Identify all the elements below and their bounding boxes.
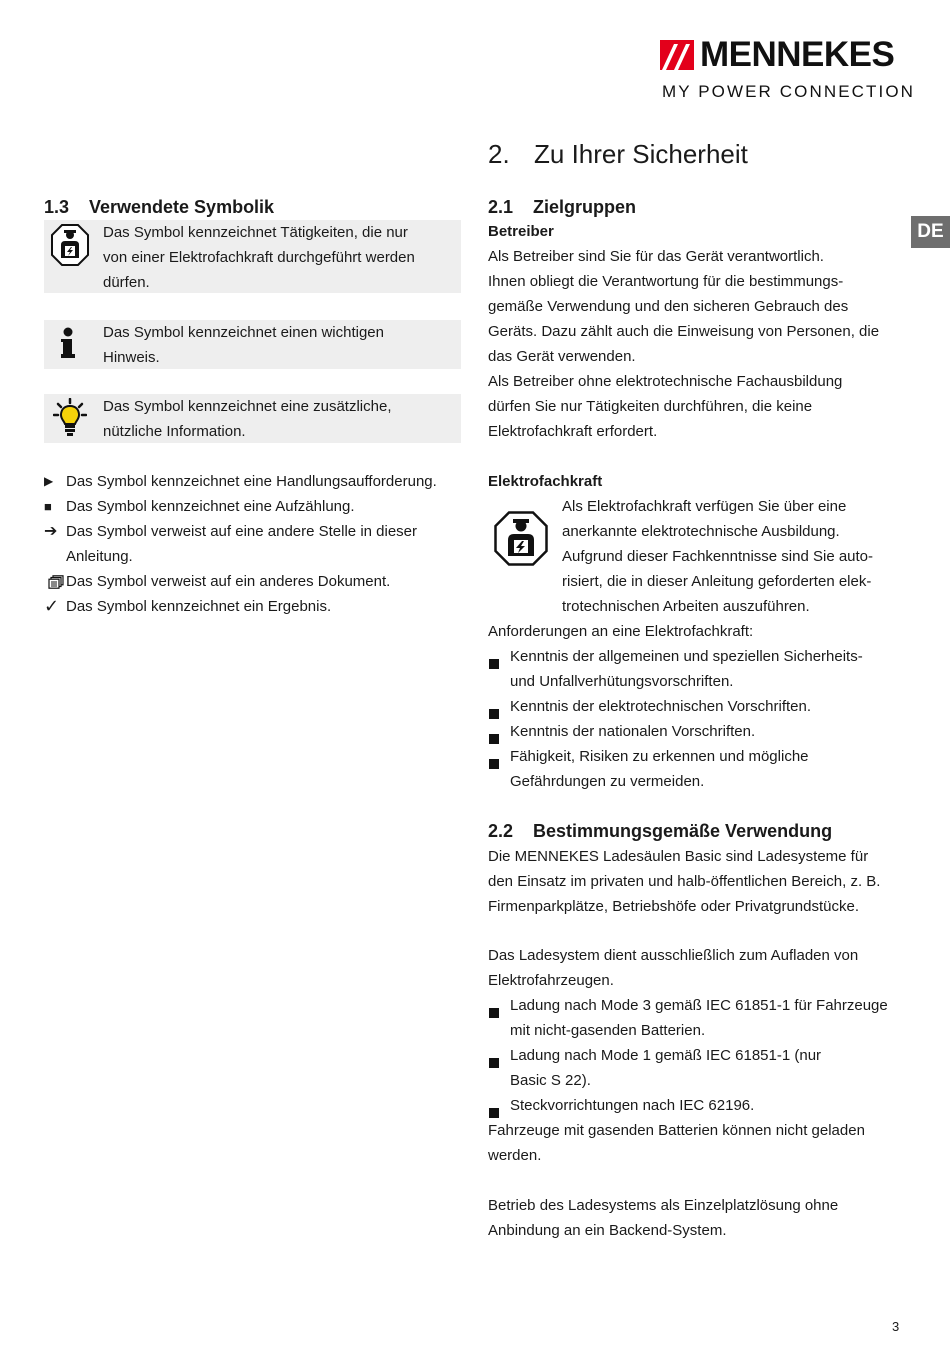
list-item-text: Das Symbol verweist auf eine andere Stelle in dieser [66,523,418,540]
text-line: Aufgrund dieser Fachkenntnisse sind Sie auto- [562,548,874,565]
symbol-box-text [103,394,392,444]
section-number: 2.1 [488,197,514,217]
brand-logo [660,35,916,102]
text-line: gemäße Verwendung und den sicheren Gebrauch des [488,298,849,315]
page-number: 3 [892,1319,900,1334]
symbol-box-text [103,320,384,370]
chapter-number: 2. [488,139,510,169]
text-line: dürfen. [103,274,150,291]
play-triangle-icon: ▶ [44,474,54,488]
symbol-box-tip [44,394,461,443]
text-line: nützliche Information. [103,423,246,440]
list-item-text: Ladung nach Mode 3 gemäß IEC 61851-1 für Fahrzeuge [510,997,888,1014]
text-line: Als Betreiber sind Sie für das Gerät verantwortlich. [488,248,824,265]
text-line: von einer Elektrofachkraft durchgeführt werden [103,249,415,266]
language-tab: DE [911,216,950,248]
section-heading-2-1 [488,195,636,219]
arrow-right-icon: ➔ [44,523,58,540]
square-bullet-icon [489,1008,499,1018]
electrician-icon [51,224,89,266]
text-line: Das Symbol kennzeichnet Tätigkeiten, die nur [103,224,408,241]
text-line: Das Symbol kennzeichnet eine zusätzliche, [103,398,392,415]
brand-name: MENNEKES [700,35,895,74]
list-item-text: Kenntnis der elektrotechnischen Vorschriften. [510,698,812,715]
square-bullet-icon [489,659,499,669]
list-item-text: Fähigkeit, Risiken zu erkennen und mögliche [510,748,809,765]
requirements-intro: Anforderungen an eine Elektrofachkraft: [488,623,754,640]
square-bullet-icon [489,734,499,744]
section-title: Bestimmungsgemäße Verwendung [533,821,833,841]
text-line: Als Elektrofachkraft verfügen Sie über eine [562,498,847,515]
paragraph-usage-3 [488,1118,865,1168]
paragraph-elektrofachkraft [562,494,873,619]
square-bullet-icon [489,759,499,769]
text-line: Elektrofachkraft erfordert. [488,423,658,440]
section-heading-2-2 [488,819,832,843]
list-item-text: Steckvorrichtungen nach IEC 62196. [510,1097,755,1114]
list-item-text: Das Symbol verweist auf ein anderes Dokument. [66,573,391,590]
paragraph-usage-1 [488,844,880,919]
paragraph-usage-4 [488,1193,838,1243]
text-line: Das Symbol kennzeichnet einen wichtigen [103,324,384,341]
square-bullet-icon [489,1108,499,1118]
text-line: dürfen Sie nur Tätigkeiten durchführen, die keine [488,398,813,415]
text-line: Als Betreiber ohne elektrotechnische Fachausbildung [488,373,843,390]
text-line: Anbindung an ein Backend-System. [488,1222,727,1239]
text-line: Fahrzeuge mit gasenden Batterien können nicht geladen [488,1122,865,1139]
text-line: Die MENNEKES Ladesäulen Basic sind Ladesysteme für [488,848,869,865]
checkmark-icon: ✓ [44,596,60,616]
list-item-text: Das Symbol kennzeichnet eine Handlungsaufforderung. [66,473,437,490]
document-stack-icon [45,575,67,589]
section-number: 2.2 [488,821,514,841]
lightbulb-icon [53,398,87,438]
text-line: den Einsatz im privaten und halb-öffentlichen Bereich, z. B. [488,873,881,890]
section-title: Verwendete Symbolik [89,197,275,217]
list-item-text: Gefährdungen zu vermeiden. [510,773,705,790]
brand-tagline: MY POWER CONNECTION [662,82,916,101]
list-item-text: Das Symbol kennzeichnet ein Ergebnis. [66,598,332,615]
text-line: Das Ladesystem dient ausschließlich zum Aufladen von [488,947,859,964]
text-line: Ihnen obliegt die Verantwortung für die bestimmungs- [488,273,844,290]
section-heading-1-3 [44,195,274,219]
list-item-text: Das Symbol kennzeichnet eine Aufzählung. [66,498,355,515]
text-line: Geräts. Dazu zählt auch die Einweisung von Personen, die [488,323,880,340]
chapter-heading [488,138,748,170]
text-line: anerkannte elektrotechnische Ausbildung. [562,523,840,540]
subheading-betreiber: Betreiber [488,223,554,240]
paragraph-betreiber [488,244,879,444]
list-item-text: und Unfallverhütungsvorschriften. [510,673,734,690]
section-title: Zielgruppen [533,197,636,217]
text-line: Betrieb des Ladesystems als Einzelplatzlösung ohne [488,1197,839,1214]
list-item-text: Kenntnis der nationalen Vorschriften. [510,723,756,740]
square-bullet-icon [489,1058,499,1068]
list-item-text: Ladung nach Mode 1 gemäß IEC 61851-1 (nur [510,1047,822,1064]
paragraph-usage-2 [488,943,858,993]
square-bullet-icon: ■ [44,499,52,514]
chapter-title: Zu Ihrer Sicherheit [534,139,748,169]
mennekes-logo-icon [660,40,694,70]
info-icon [61,327,75,359]
square-bullet-icon [489,709,499,719]
symbol-box-info [44,320,461,369]
section-number: 1.3 [44,197,70,217]
list-item-text: Basic S 22). [510,1072,591,1089]
text-line: Firmenparkplätze, Betriebshöfe oder Privatgrundstücke. [488,898,860,915]
list-item-text: Kenntnis der allgemeinen und speziellen Sicherheits- [510,648,863,665]
symbol-box-electrician [44,220,461,293]
list-item-text: Anleitung. [66,548,133,565]
symbol-box-text [103,220,415,295]
text-line: Elektrofahrzeugen. [488,972,614,989]
text-line: trotechnischen Arbeiten auszuführen. [562,598,810,615]
text-line: Hinweis. [103,349,160,366]
electrician-icon [494,511,548,566]
subheading-elektrofachkraft: Elektrofachkraft [488,473,603,490]
text-line: risiert, die in dieser Anleitung geforderten elek- [562,573,872,590]
list-item-text: mit nicht-gasenden Batterien. [510,1022,706,1039]
text-line: werden. [488,1147,542,1164]
text-line: das Gerät verwenden. [488,348,636,365]
